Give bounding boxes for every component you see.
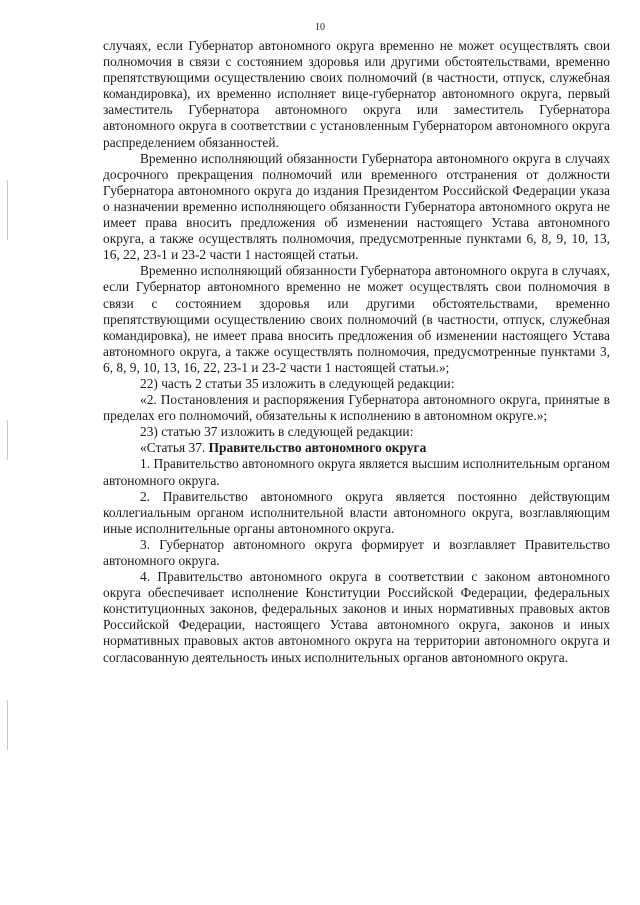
paragraph: Временно исполняющий обязанности Губернатора автономного округа в случаях досрочного прекращения полномочий или временного отстранения от должности Губернатора автономного округа до издания Президентом Российской Федерации указа о назначении временно исполняющего обязанности Губернатора автономного округа не имеет права вносить предложения об изменении настоящего Устава автономного округа, а также осуществлять полномочия, предусмотренные пунктами 6, 8, 9, 10, 13, 16, 22, 23-1 и 23-2 части 1 настоящей статьи.: [103, 150, 610, 263]
document-body: [103, 38, 610, 666]
paragraph: Временно исполняющий обязанности Губернатора автономного округа в случаях, если Губернатор автономного временно не может осуществлять свои полномочия в связи с состоянием здоровья или другими обстоятельствами, временно препятствующими осуществлению своих полномочий (в частности, отпуск, служебная командировка), не имеет права вносить предложения об изменении настоящего Устава автономного округа, а также осуществлять полномочия, предусмотренные пунктами 3, 6, 8, 9, 10, 13, 16, 22, 23-1 и 23-2 части 1 настоящей статьи.»;: [103, 263, 610, 375]
article-title: Правительство автономного округа: [208, 440, 427, 456]
article-heading: [103, 440, 610, 456]
article-paragraph: 3. Губернатор автономного округа формирует и возглавляет Правительство автономного округа.: [103, 536, 610, 568]
page-number: 10: [315, 22, 325, 33]
scan-edge-mark: [7, 180, 8, 240]
article-prefix: «Статья 37.: [140, 440, 209, 456]
article-paragraph: 1. Правительство автономного округа является высшим исполнительным органом автономного округа.: [103, 456, 610, 488]
quoted-paragraph: «2. Постановления и распоряжения Губернатора автономного округа, принятые в пределах его полномочий, обязательны к исполнению в автономном округе.»;: [103, 392, 610, 424]
article-paragraph: 4. Правительство автономного округа в соответствии с законом автономного округа обеспечивает исполнение Конституции Российской Федерации, федеральных конституционных законов, федеральных законов и иных нормативных правовых актов Российской Федерации, настоящего Устава автономного округа, законов и иных нормативных правовых актов автономного округа на территории автономного округа и согласованную деятельность иных исполнительных органов автономного округа.: [103, 569, 610, 665]
scan-edge-mark: [7, 420, 8, 460]
amendment-item: 22) часть 2 статьи 35 изложить в следующей редакции:: [140, 375, 455, 391]
amendment-item: 23) статью 37 изложить в следующей редакции:: [140, 424, 414, 440]
article-paragraph: 2. Правительство автономного округа является постоянно действующим коллегиальным органом исполнительной власти автономного округа, возглавляющим иные исполнительные органы автономного округа.: [103, 488, 610, 536]
paragraph: случаях, если Губернатор автономного округа временно не может осуществлять свои полномочия в связи с состоянием здоровья или другими обстоятельствами, временно препятствующими осуществлению своих полномочий (в частности, отпуск, служебная командировка), их временно исполняет вице-губернатор автономного округа, первый заместитель Губернатора автономного округа или заместитель Губернатора автономного округа в соответствии с установленным Губернатором автономного округа распределением обязанностей.: [103, 38, 610, 150]
scan-edge-mark: [7, 700, 8, 750]
